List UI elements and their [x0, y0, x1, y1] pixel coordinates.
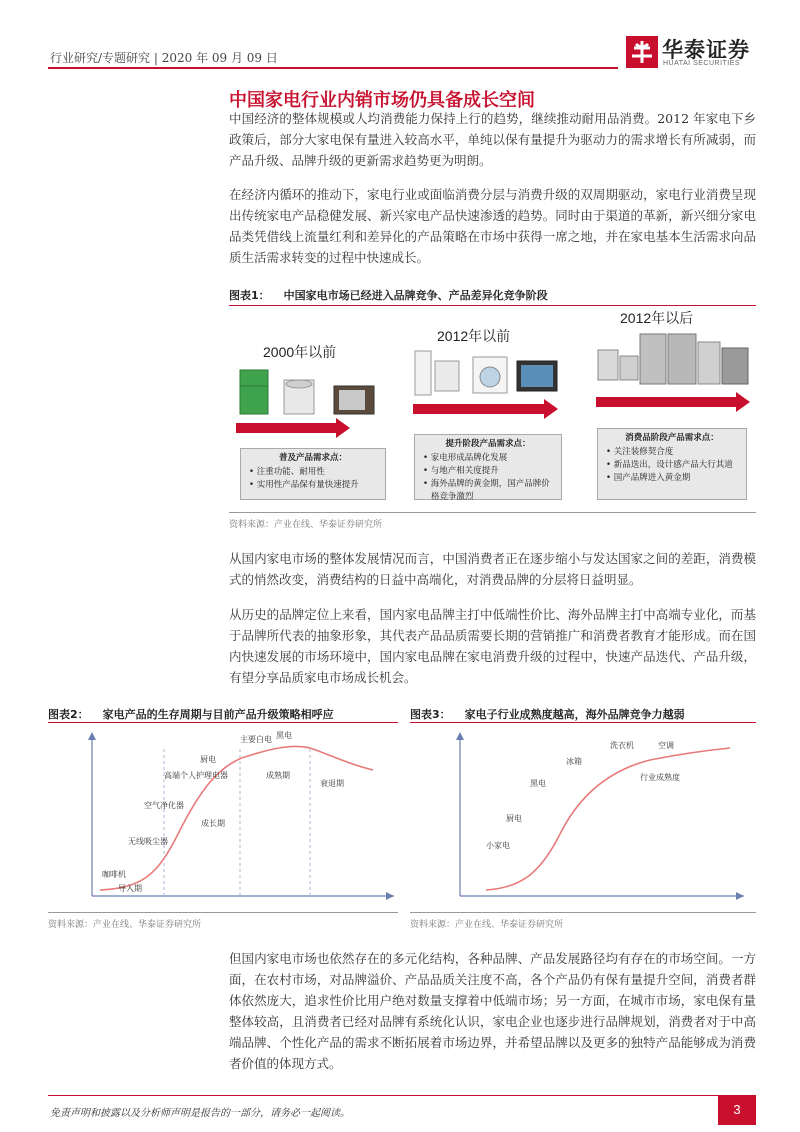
- figure-3-maturity-diagram: [410, 724, 756, 910]
- era-arrow-3: [596, 397, 736, 407]
- era-arrow-1-head: [336, 418, 350, 438]
- fig3-label-kitchen: 厨电: [506, 814, 522, 823]
- figure-3-bottom-rule: [410, 912, 756, 913]
- appliances-2012-illustration: [413, 347, 563, 397]
- stage-box-3-item: • 关注装修契合度: [604, 446, 740, 459]
- figure-3-source: 资料来源：产业在线、华泰证券研究所: [410, 920, 564, 930]
- fig3-label-washer: 洗衣机: [610, 741, 634, 750]
- fig2-x-arrow: [386, 892, 394, 900]
- fig2-label-purifier: 空气净化器: [144, 801, 184, 810]
- era-label-2: 2012年以前: [437, 328, 511, 344]
- figure-1-caption: 中国家电市场已经进入品牌竞争、产品差异化竞争阶段: [283, 289, 548, 302]
- body-paragraph-4: 从历史的品牌定位上来看，国内家电品牌主打中低端性价比、海外品牌主打中高端专业化，而基于品牌所代表的抽象形象，其代表产品品质需要长期的营销推广和消费者教育才能形成。而在国内快速发展的市场环境中，国内家电品牌在家电消费升级的过程中，快速产品迭代、产品升级，有望分享品质家电市场成长机会。: [229, 607, 756, 685]
- fig2-y-arrow: [88, 732, 96, 740]
- figure-3-top-rule: [410, 722, 756, 723]
- stage-box-1: [240, 448, 386, 500]
- fig3-label-ac: 空调: [658, 741, 674, 750]
- figure-2-lifecycle-diagram: [48, 724, 398, 910]
- fig2-label-major: 主要白电: [240, 735, 272, 744]
- stage-box-2-item: • 海外品牌的黄金期，国产品牌价格竞争激烈: [421, 478, 555, 504]
- figure-2-bottom-rule: [48, 912, 398, 913]
- fig3-label-fridge: 冰箱: [566, 757, 582, 766]
- body-paragraph-2: 在经济内循环的推动下，家电行业或面临消费分层与消费升级的双周期驱动，家电行业消费呈现出传统家电产品稳健发展、新兴家电产品快速渗透的趋势。同时由于渠道的革新，新兴细分家电品类凭借线上流量红利和差异化的产品策略在市场中获得一席之地，并在家电基本生活需求向品质生活需求转变的过程中快速成长。: [229, 187, 756, 265]
- appliances-post-2012-illustration: [596, 330, 752, 388]
- logo-text-cn: 华泰证券: [662, 38, 750, 62]
- stage-box-2: [414, 434, 562, 500]
- report-meta: 行业研究/专题研究 | 2020 年 09 月 09 日: [50, 51, 278, 65]
- figure-2-source: 资料来源：产业在线、华泰证券研究所: [48, 920, 202, 930]
- fig2-lifecycle-curve: [100, 746, 373, 890]
- figure-1-bottom-rule: [229, 512, 756, 513]
- fig3-label-small: 小家电: [486, 841, 510, 850]
- fig3-y-arrow: [456, 732, 464, 740]
- fig2-label-personal: 高端个人护理电器: [164, 771, 228, 780]
- stage-box-3-item: • 新品迭出，设计感产品大行其道: [604, 459, 740, 472]
- era-arrow-1: [236, 423, 336, 433]
- logo-text-en: HUATAI SECURITIES: [663, 60, 741, 67]
- fig3-label-black: 黑电: [530, 779, 546, 788]
- figure-1-number: 图表1：: [229, 289, 270, 302]
- footer-disclaimer: 免责声明和披露以及分析师声明是报告的一部分，请务必一起阅读。: [50, 1108, 350, 1119]
- fig2-label-decline: 衰退期: [320, 779, 344, 788]
- fig3-x-arrow: [736, 892, 744, 900]
- huatai-logo-icon: [626, 36, 658, 68]
- era-arrow-3-head: [736, 392, 750, 412]
- era-arrow-2: [413, 404, 544, 414]
- stage-box-1-title: 普及产品需求点：: [278, 453, 347, 463]
- fig2-label-growth: 成长期: [201, 819, 225, 828]
- body-paragraph-1: 中国经济的整体规模或人均消费能力保持上行的趋势，继续推动耐用品消费。2012 年家电下乡政策后，部分大家电保有量进入较高水平，单纯以保有量提升为驱动力的需求增长有所减弱，而产品升级、品牌升级的更新需求趋势更为明朗。: [229, 111, 756, 168]
- figure-2-title: [48, 706, 334, 722]
- body-paragraph-5: 但国内家电市场也依然存在的多元化结构，各种品牌、产品发展路径均有存在的市场空间。一方面，在农村市场，对品牌溢价、产品品质关注度不高，各个产品仍有保有量提升空间，消费者群体依然庞大，追求性价比用户绝对数量支撑着中低端市场；另一方面，在城市市场，家电保有量整体较高，且消费者已经对品牌有系统化认识，家电企业也逐步进行品牌规划，消费者对于中高端品牌、个性化产品的需求不断拓展着市场边界，并希望品牌以及更多的独特产品能够成为消费者价值的体现方式。: [229, 951, 756, 1071]
- fig2-label-black: 黑电: [276, 731, 292, 740]
- footer-divider: [48, 1095, 718, 1096]
- fig3-label-maturity: 行业成熟度: [640, 773, 680, 782]
- body-paragraph-3: 从国内家电市场的整体发展情况而言，中国消费者正在逐步缩小与发达国家之间的差距，消费模式的悄然改变，消费结构的日益中高端化，对消费品牌的分层将日益明显。: [229, 551, 756, 587]
- stage-box-3-title: 消费品阶段产品需求点：: [625, 433, 719, 443]
- page-number: 3: [718, 1095, 756, 1125]
- era-arrow-2-head: [544, 399, 558, 419]
- fig2-label-coffee: 咖啡机: [102, 870, 126, 879]
- figure-2-caption: 家电产品的生存周期与目前产品升级策略相呼应: [102, 708, 334, 721]
- huatai-logo: [626, 34, 756, 70]
- figure-1-top-rule: [229, 305, 756, 306]
- fig2-label-vacuum: 无线吸尘器: [128, 837, 168, 846]
- figure-3-title: [410, 706, 685, 722]
- era-label-1: 2000年以前: [263, 344, 337, 360]
- fig2-label-mature: 成熟期: [266, 771, 290, 780]
- stage-box-1-item: • 注重功能、耐用性: [247, 466, 379, 479]
- appliances-2000-illustration: [236, 364, 386, 416]
- fig3-maturity-curve: [486, 748, 730, 890]
- stage-box-3: [597, 428, 747, 500]
- era-label-3: 2012年以后: [620, 310, 694, 326]
- figure-2-top-rule: [48, 722, 398, 723]
- stage-box-2-item: • 家电形成品牌化发展: [421, 452, 555, 465]
- fig2-label-intro: 导入期: [118, 884, 142, 893]
- stage-box-2-title: 提升阶段产品需求点：: [445, 439, 531, 449]
- stage-box-3-item: • 国产品牌进入黄金期: [604, 472, 740, 485]
- header-divider: [48, 67, 618, 69]
- figure-3-caption: 家电子行业成熟度越高，海外品牌竞争力越弱: [464, 708, 685, 721]
- figure-1-source: 资料来源：产业在线、华泰证券研究所: [229, 520, 383, 530]
- figure-2-number: 图表2：: [48, 708, 89, 721]
- stage-box-2-item: • 与地产相关度提升: [421, 465, 555, 478]
- section-title: 中国家电行业内销市场仍具备成长空间: [229, 90, 535, 111]
- figure-1-title: [229, 287, 548, 303]
- stage-box-1-item: • 实用性产品保有量快速提升: [247, 479, 379, 492]
- fig2-label-kitchen: 厨电: [200, 755, 216, 764]
- figure-3-number: 图表3：: [410, 708, 451, 721]
